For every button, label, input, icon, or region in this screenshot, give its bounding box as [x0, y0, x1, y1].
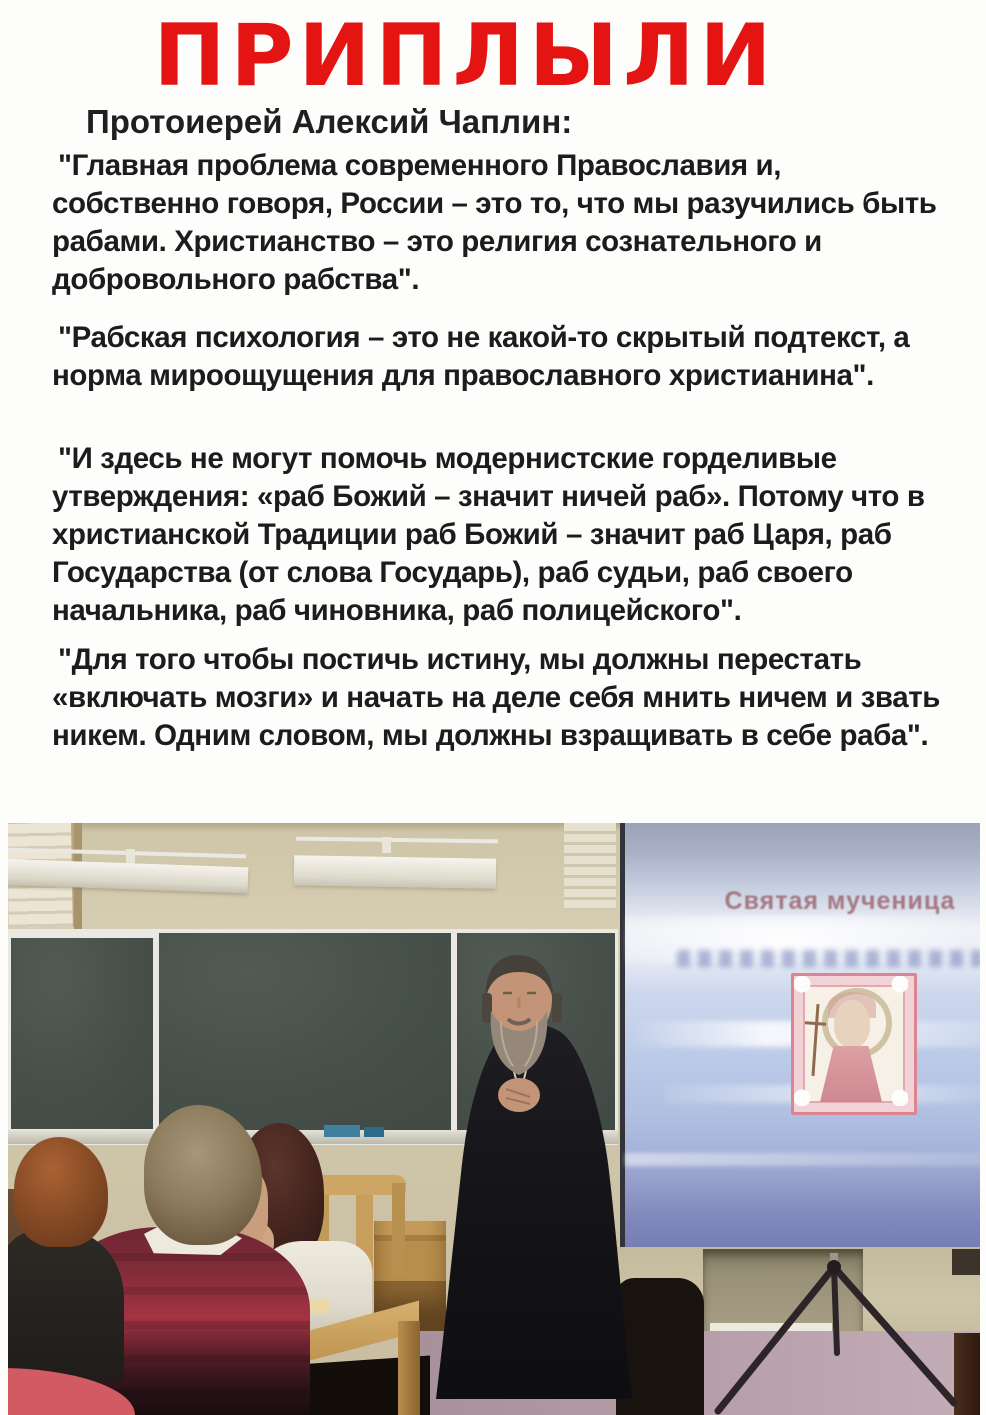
- quote-paragraph-2: "Рабская психология – это не какой-то скрытый подтекст, а норма мироощущения для православного христианина".: [52, 321, 910, 392]
- priest-cassock: [436, 1024, 632, 1399]
- quote-paragraph-4: "Для того чтобы постичь истину, мы должны перестать «включать мозги» и начать на деле себя мнить ничем и звать никем. Одним словом, мы должны взращивать в себе раба".: [52, 643, 941, 752]
- speaker-name: Протоиерей Алексий Чаплин:: [86, 103, 573, 140]
- page-title: ПРИПЛЫЛИ: [153, 6, 777, 106]
- priest-hands: [498, 1078, 540, 1112]
- slide-blurred-subtitle: [677, 950, 980, 967]
- classroom-photo: [8, 823, 980, 1415]
- priest-figure: [406, 951, 658, 1403]
- slide-title-text: Святая мученица: [724, 887, 956, 915]
- light-hanger: [382, 837, 391, 853]
- light-rail: [296, 837, 498, 844]
- student-auburn-hair: [14, 1137, 108, 1247]
- quote-paragraph-1: "Главная проблема современного Православия и, собственно говоря, России – это то, что мы разучились быть рабами. Христианство – это религия сознательного и добровольного рабства".: [52, 149, 937, 296]
- projector-screen: [620, 823, 980, 1247]
- screen-light-streak: [625, 1153, 980, 1166]
- saint-face: [834, 1000, 870, 1048]
- chalk-box: [364, 1127, 384, 1137]
- chalk-sponge: [324, 1125, 360, 1137]
- quote-paragraph-3: "И здесь не могут помочь модернистские горделивые утверждения: «раб Божий – значит ничей раб». Потому что в христианской Традиции раб Божий – значит раб Царя, раб Государства (от слова Государь), раб судьи, раб своего начальника, раб чиновника, раб полицейского".: [52, 442, 925, 627]
- chalkboard-panel: [11, 938, 153, 1129]
- student-dark-jacket: [8, 1231, 124, 1381]
- chair-stile: [392, 1183, 405, 1275]
- wall-poster-right: [564, 823, 616, 909]
- saint-icon: [791, 973, 917, 1115]
- fluorescent-light: [294, 855, 496, 889]
- desk-leg: [398, 1321, 420, 1415]
